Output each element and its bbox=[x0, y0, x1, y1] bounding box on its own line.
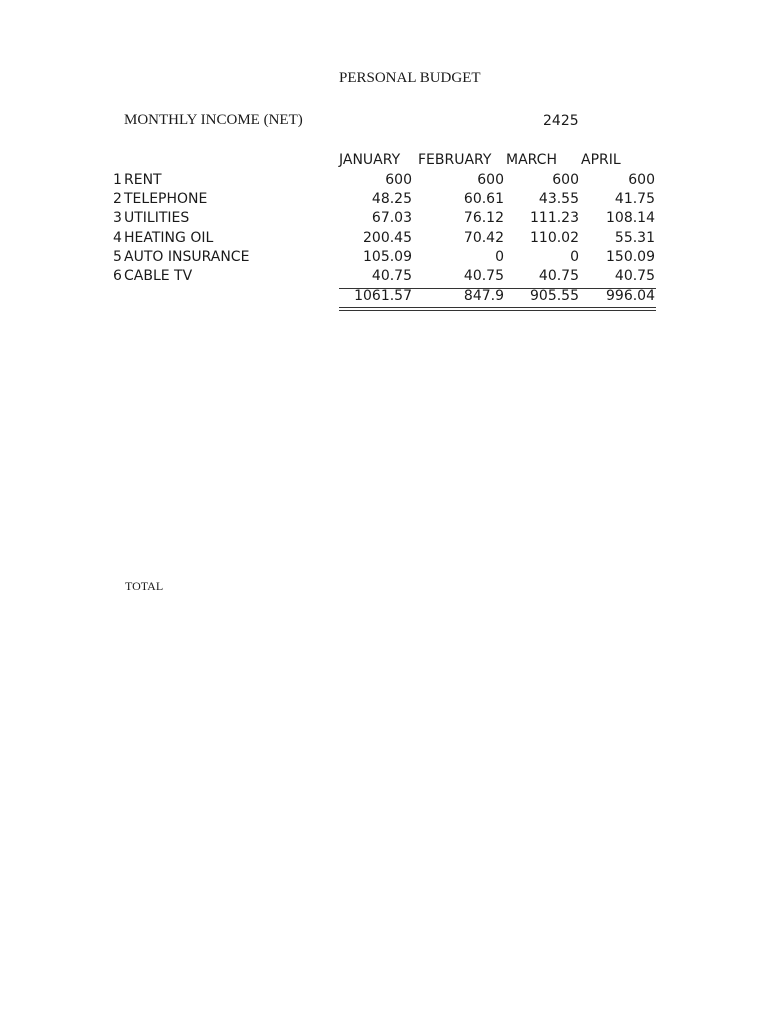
cell-february: 0 bbox=[495, 249, 504, 265]
cell-february: 600 bbox=[477, 172, 504, 188]
cell-january: 67.03 bbox=[371, 210, 412, 226]
total-double-rule-upper bbox=[339, 307, 656, 308]
row-index: 6 bbox=[113, 268, 122, 284]
month-header-february: FEBRUARY bbox=[418, 152, 492, 168]
month-header-march: MARCH bbox=[506, 152, 557, 168]
cell-march: 111.23 bbox=[530, 210, 579, 226]
row-label: AUTO INSURANCE bbox=[124, 249, 250, 265]
row-label: TELEPHONE bbox=[124, 191, 208, 207]
expense-row-auto-insurance bbox=[0, 249, 768, 269]
cell-march: 0 bbox=[570, 249, 579, 265]
cell-january: 48.25 bbox=[371, 191, 412, 207]
cell-march: 43.55 bbox=[538, 191, 579, 207]
cell-april: 600 bbox=[628, 172, 655, 188]
total-january: 1061.57 bbox=[354, 288, 412, 304]
cell-april: 150.09 bbox=[606, 249, 655, 265]
row-index: 3 bbox=[113, 210, 122, 226]
cell-april: 108.14 bbox=[606, 210, 655, 226]
row-index: 1 bbox=[113, 172, 122, 188]
total-double-rule-lower bbox=[339, 310, 656, 311]
total-march: 905.55 bbox=[530, 288, 579, 304]
expense-row-telephone bbox=[0, 191, 768, 211]
row-index: 2 bbox=[113, 191, 122, 207]
cell-april: 41.75 bbox=[614, 191, 655, 207]
cell-february: 70.42 bbox=[463, 230, 504, 246]
total-row bbox=[0, 288, 768, 593]
row-index: 4 bbox=[113, 230, 122, 246]
income-label: MONTHLY INCOME (NET) bbox=[124, 112, 303, 128]
row-label: CABLE TV bbox=[124, 268, 193, 284]
cell-january: 105.09 bbox=[363, 249, 412, 265]
month-header-april: APRIL bbox=[581, 152, 621, 168]
cell-april: 55.31 bbox=[614, 230, 655, 246]
total-february: 847.9 bbox=[463, 288, 504, 304]
cell-april: 40.75 bbox=[614, 268, 655, 284]
month-header-january: JANUARY bbox=[339, 152, 401, 168]
cell-february: 40.75 bbox=[463, 268, 504, 284]
expense-row-utilities bbox=[0, 210, 768, 230]
cell-january: 40.75 bbox=[371, 268, 412, 284]
cell-march: 40.75 bbox=[538, 268, 579, 284]
cell-february: 60.61 bbox=[463, 191, 504, 207]
row-index: 5 bbox=[113, 249, 122, 265]
cell-january: 600 bbox=[385, 172, 412, 188]
row-label: RENT bbox=[124, 172, 162, 188]
income-value: 2425 bbox=[543, 113, 579, 129]
cell-january: 200.45 bbox=[363, 230, 412, 246]
row-label: HEATING OIL bbox=[124, 230, 214, 246]
page-title: PERSONAL BUDGET bbox=[339, 70, 481, 86]
cell-february: 76.12 bbox=[463, 210, 504, 226]
total-april: 996.04 bbox=[606, 288, 655, 304]
expense-row-rent bbox=[0, 172, 768, 192]
cell-march: 110.02 bbox=[530, 230, 579, 246]
cell-march: 600 bbox=[552, 172, 579, 188]
expense-row-heating-oil bbox=[0, 230, 768, 250]
row-label: UTILITIES bbox=[124, 210, 190, 226]
total-label: TOTAL bbox=[125, 579, 164, 593]
expense-row-cable-tv bbox=[0, 268, 768, 288]
